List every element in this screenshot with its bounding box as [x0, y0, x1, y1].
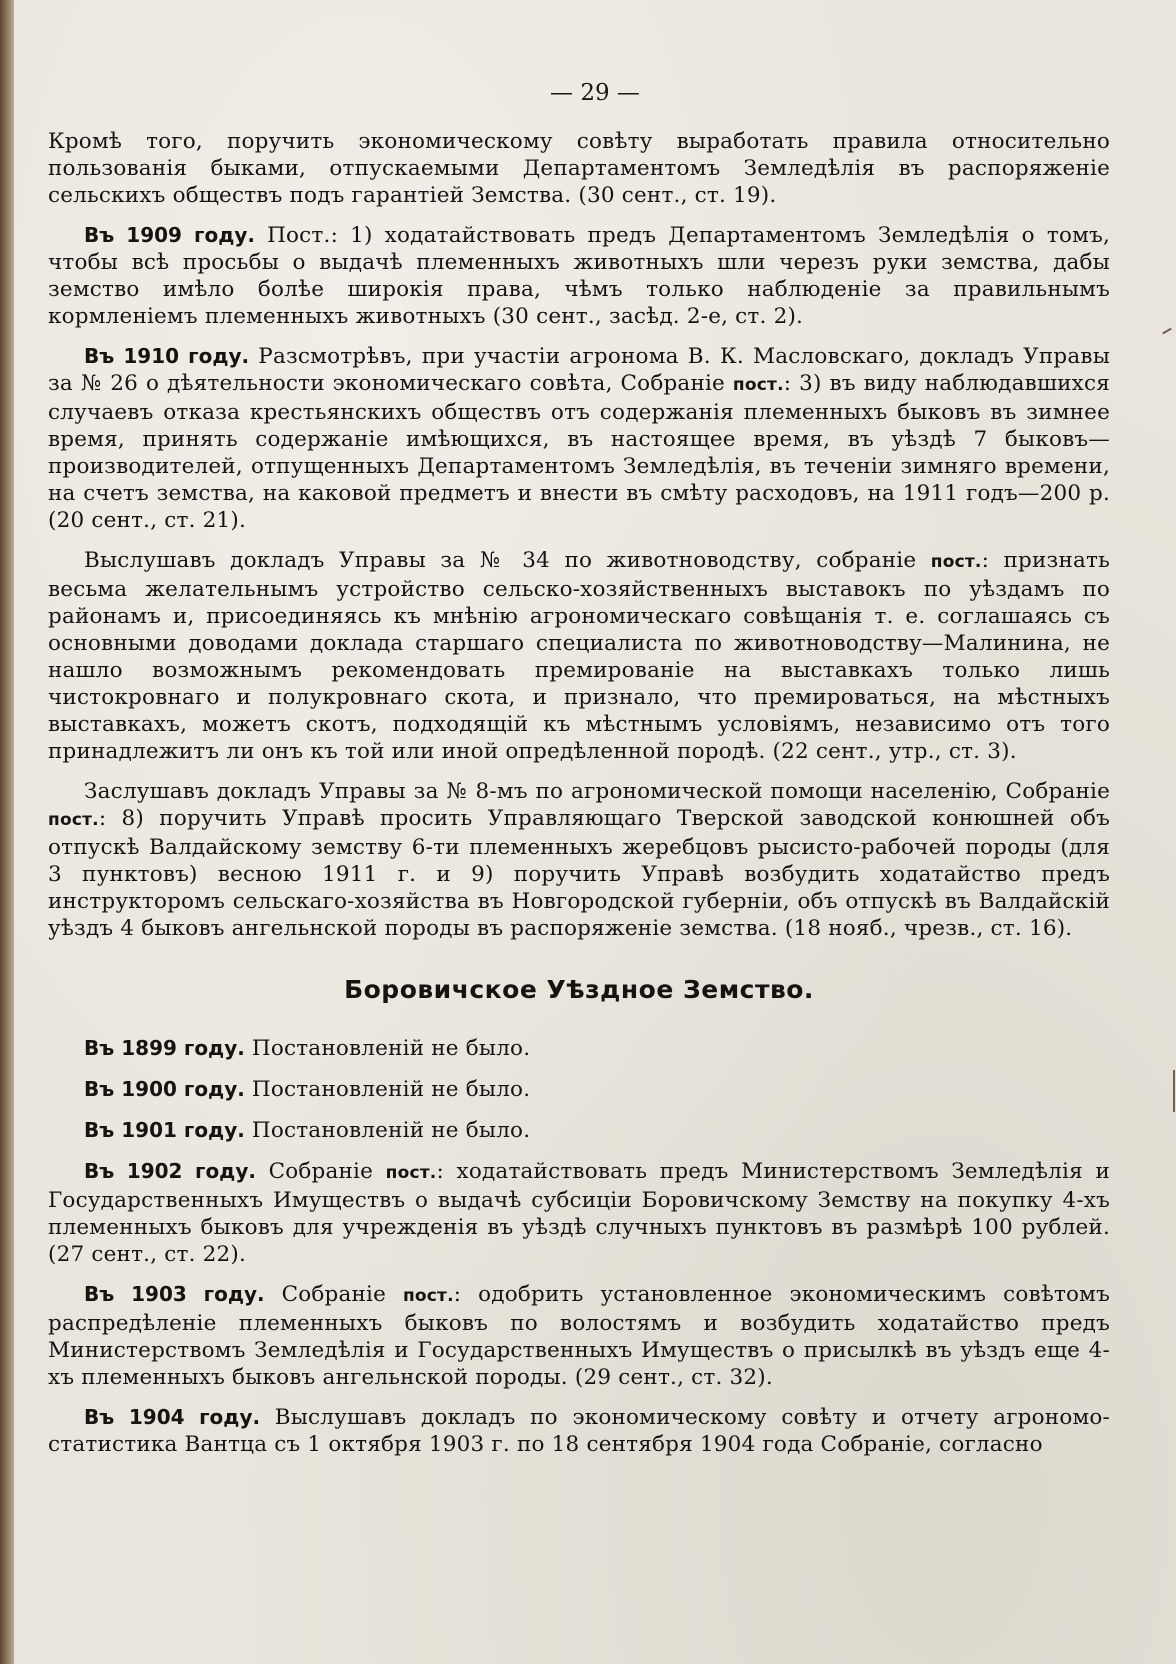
- entry-text: Постановленій не было.: [244, 1118, 531, 1143]
- paragraph-livestock-report: [48, 547, 1110, 765]
- post-abbrev: пост.: [402, 1286, 454, 1306]
- paragraph-text: : признать весьма желательнымъ устройство сельско-хозяйственныхъ выставокъ по уѣздамъ по районамъ и, присоединяясь къ мнѣнію агрономическаго совѣщанія т. е. соглашаясь съ основными доводами доклада старшаго специалиста по животноводству—Малинина, не нашло возможнымъ рекомендовать премированіе на выставкахъ только лишь чистокровнаго и полукровнаго скота, и признало, что премироваться, на мѣстныхъ выставкахъ, можетъ скотъ, подходящій къ мѣстнымъ условіямъ, независимо отъ того принадлежитъ ли онъ къ той или иной опредѣленной породѣ. (22 сент., утр., ст. 3).: [48, 548, 1110, 764]
- post-abbrev: пост.: [385, 1163, 437, 1183]
- post-abbrev: пост.: [930, 552, 982, 572]
- entry-1900: [48, 1076, 1110, 1103]
- entry-1901: [48, 1117, 1110, 1144]
- year-heading: Въ 1909 году.: [84, 223, 255, 247]
- paragraph-continuation: [48, 128, 1110, 209]
- paragraph-text: Выслушавъ докладъ по экономическому совѣту и отчету агрономо-статистика Вантца съ 1 октября 1903 г. по 18 сентября 1904 года Собраніе, согласно: [48, 1405, 1110, 1457]
- paragraph-1902: [48, 1158, 1110, 1268]
- paragraph-1909: [48, 222, 1110, 330]
- year-heading: Въ 1899 году.: [84, 1036, 245, 1060]
- document-page: [14, 0, 1176, 1664]
- year-heading: Въ 1900 году.: [84, 1077, 245, 1101]
- paragraph-text: : 3) въ виду наблюдавшихся случаевъ отказа крестьянскихъ обществъ отъ содержанія племенныхъ быковъ въ зимнее время, принять содержаніе имѣющихся, въ настоящее время, въ уѣздѣ 7 быковъ—производителей, отпущенныхъ Департаментомъ Земледѣлія, въ теченіи зимняго времени, на счетъ земства, на каковой предметъ и внести въ смѣту расходовъ, на 1911 годъ—200 р. (20 сент., ст. 21).: [48, 371, 1110, 533]
- book-spine-edge: [0, 0, 14, 1664]
- year-heading: Въ 1902 году.: [84, 1159, 256, 1183]
- post-abbrev-plain: Пост.: [267, 223, 331, 248]
- page-body: [48, 128, 1110, 1471]
- paragraph-lead-text: Выслушавъ докладъ Управы за № 34 по животноводству, собраніе: [84, 548, 931, 573]
- paragraph-lead-text: Заслушавъ докладъ Управы за № 8-мъ по агрономической помощи населенію, Собраніе: [84, 779, 1110, 804]
- year-heading: Въ 1901 году.: [84, 1118, 245, 1142]
- paragraph-text: : 8) поручить Управѣ просить Управляющаго Тверской заводской конюшней объ отпускѣ Валдайскому земству 6-ти племенныхъ жеребцовъ рысисто-рабочей породы (для 3 пунктовъ) весною 1911 г. и 9) поручить Управѣ возбудить ходатайство предъ инструкторомъ сельскаго-хозяйства въ Новгородской губерніи, объ отпускѣ въ Валдайскій уѣздъ 4 быковъ ангельнской породы въ распоряженіе земства. (18 нояб., чрезв., ст. 16).: [48, 806, 1110, 941]
- paragraph-lead-text: Собраніе: [255, 1159, 386, 1184]
- section-title: Боровичское Уѣздное Земство.: [344, 975, 814, 1004]
- entry-text: Постановленій не было.: [244, 1036, 531, 1061]
- year-heading: Въ 1903 году.: [84, 1282, 265, 1306]
- paragraph-text: : одобрить установленное экономическимъ совѣтомъ распредѣленіе племенныхъ быковъ по волостямъ и возбудить ходатайство предъ Министерствомъ Земледѣлія и Государственныхъ Имуществъ о присылкѣ въ уѣздъ еще 4-хъ племенныхъ быковъ ангельнской породы. (29 сент., ст. 32).: [48, 1282, 1110, 1390]
- paragraph-text: Кромѣ того, поручить экономическому совѣту выработать правила относительно пользованія быками, отпускаемыми Департаментомъ Земледѣлія въ распоряженіе сельскихъ обществъ подъ гарантіей Земства. (30 сент., ст. 19).: [48, 129, 1110, 208]
- paragraph-text: : ходатайствовать предъ Министерствомъ Земледѣлія и Государственныхъ Имуществъ о выдачѣ субсиціи Боровичскому Земству на покупку 4-хъ племенныхъ быковъ для учрежденія въ уѣздѣ случныхъ пунктовъ въ размѣрѣ 100 рублей. (27 сент., ст. 22).: [48, 1159, 1110, 1267]
- margin-edge-mark: [1173, 1070, 1175, 1112]
- entry-text: Постановленій не было.: [244, 1077, 531, 1102]
- entry-1899: [48, 1035, 1110, 1062]
- year-heading: Въ 1904 году.: [84, 1405, 261, 1429]
- paragraph-lead-text: Разсмотрѣвъ, при участіи агронома В. К. Масловскаго, докладъ Управы за № 26 о дѣятельности экономическаго совѣта, Собраніе: [48, 344, 1111, 396]
- paragraph-1904: [48, 1404, 1110, 1458]
- paragraph-1903: [48, 1281, 1110, 1391]
- post-abbrev: пост.: [732, 375, 784, 395]
- page-number: — 29 —: [550, 80, 640, 106]
- paragraph-1910: [48, 343, 1110, 534]
- paragraph-text: : 1) ходатайствовать предъ Департаментомъ Земледѣлія о томъ, чтобы всѣ просьбы о выдачѣ племенныхъ животныхъ шли черезъ руки земства, дабы земство имѣло болѣе широкія права, чѣмъ только наблюденіе за правильнымъ кормленіемъ племенныхъ животныхъ (30 сент., засѣд. 2-е, ст. 2).: [48, 223, 1110, 329]
- post-abbrev: пост.: [48, 810, 99, 830]
- paragraph-agronomic-help: [48, 778, 1110, 942]
- paragraph-lead-text: Собраніе: [264, 1282, 403, 1307]
- year-heading: Въ 1910 году.: [84, 344, 250, 368]
- margin-pencil-mark: [1162, 328, 1172, 335]
